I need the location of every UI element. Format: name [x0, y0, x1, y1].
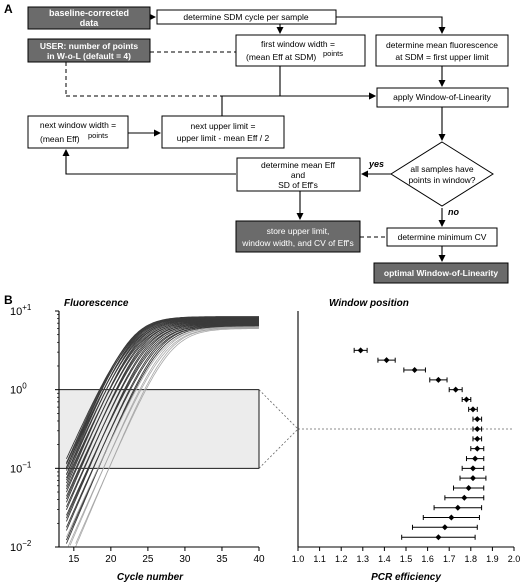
edge-label-yes: yes [369, 159, 385, 169]
left-chart-title: Fluorescence [64, 298, 129, 309]
efficiency-point [462, 465, 484, 471]
plots-panel-b [0, 290, 520, 584]
mean-diamond [470, 475, 476, 481]
efficiency-point [469, 406, 478, 412]
edge-sdm-meanfluor [336, 17, 442, 33]
mean-diamond [470, 465, 476, 471]
right-chart-title: Window position [329, 298, 409, 309]
node-next-window-line2: (mean Eff) [40, 134, 80, 144]
node-mean-fluor-line1: determine mean fluorescence [386, 40, 498, 50]
connector-lower [259, 429, 298, 468]
node-baseline-line1: baseline-corrected [48, 8, 130, 18]
node-next-upper-line1: next upper limit = [190, 121, 256, 131]
left-y-tick-label: $10^{+1}$ [10, 303, 32, 318]
efficiency-point [434, 505, 482, 511]
node-decision-line2: points in window? [408, 175, 476, 185]
efficiency-point [404, 367, 426, 373]
node-mean-fluor [376, 35, 508, 66]
right-x-tick-label: 1.8 [464, 554, 478, 564]
node-mean-eff-line3: SD of Eff's [278, 180, 318, 190]
efficiency-point [454, 485, 484, 491]
mean-diamond [358, 347, 364, 353]
mean-diamond [455, 505, 461, 511]
efficiency-point [471, 446, 484, 452]
mean-diamond [470, 406, 476, 412]
mean-diamond [472, 456, 478, 462]
edge-meaneff-nextwindow [66, 150, 236, 174]
node-first-window [236, 35, 365, 66]
mean-diamond [474, 426, 480, 432]
mean-diamond [466, 485, 472, 491]
mean-diamond [474, 436, 480, 442]
node-first-window-line2: (mean Eff at SDM) [246, 52, 317, 62]
right-x-tick-label: 1.7 [442, 554, 456, 564]
left-x-tick-label: 35 [216, 554, 228, 565]
right-x-tick-label: 2.0 [507, 554, 520, 564]
node-next-window [28, 116, 128, 148]
mean-diamond [412, 367, 418, 373]
node-baseline-line2: data [79, 18, 99, 28]
efficiency-point [462, 396, 471, 402]
node-user [28, 39, 150, 62]
efficiency-point [378, 357, 395, 363]
edge-label-no: no [448, 207, 459, 217]
node-user-line2: in W-o-L (default = 4) [47, 51, 131, 61]
panel-label-b: B [4, 293, 13, 307]
node-next-window-line1: next window width = [39, 120, 117, 130]
left-y-tick-label: $10^{-1}$ [10, 460, 32, 476]
node-next-upper [162, 116, 284, 148]
left-y-tick-label: $10^0$ [10, 381, 27, 397]
right-x-tick-label: 1.3 [356, 554, 370, 564]
efficiency-points [354, 347, 486, 540]
node-store [236, 221, 360, 252]
node-next-window-sup: points [88, 131, 109, 140]
panel-label-a: A [4, 2, 13, 16]
left-x-tick-label: 25 [142, 554, 154, 565]
right-x-tick-label: 1.2 [334, 554, 348, 564]
node-baseline [28, 7, 150, 29]
mean-diamond [384, 357, 390, 363]
efficiency-point [354, 347, 367, 353]
left-chart-xlabel: Cycle number [116, 572, 184, 583]
efficiency-point [412, 524, 477, 530]
efficiency-point [460, 475, 486, 481]
window-connector [259, 390, 298, 469]
node-decision [391, 142, 493, 206]
left-x-tick-label: 40 [253, 554, 265, 565]
mean-diamond [474, 416, 480, 422]
right-x-tick-label: 1.1 [313, 554, 326, 564]
node-sdm-cycle [157, 10, 336, 24]
node-apply-wol [377, 88, 508, 107]
node-mean-eff [237, 158, 360, 191]
node-user-line1: USER: number of points [39, 41, 139, 51]
node-sdm-cycle-text: determine SDM cycle per sample [183, 12, 309, 22]
left-x-tick-label: 15 [68, 554, 80, 565]
efficiency-point [423, 515, 479, 521]
node-optimal [374, 263, 508, 283]
node-mean-eff-line1: determine mean Eff [260, 160, 336, 170]
edge-firstwindow-apply [280, 66, 375, 96]
node-decision-line1: all samples have [410, 164, 474, 174]
node-mean-fluor-line2: at SDM = first upper limit [395, 52, 489, 62]
node-store-line2: window width, and CV of Eff's [242, 238, 354, 248]
node-mean-eff-line2: and [290, 170, 306, 180]
mean-diamond [448, 515, 454, 521]
efficiency-point [473, 416, 482, 422]
node-min-cv-text: determine minimum CV [397, 232, 487, 242]
mean-diamond [453, 387, 459, 393]
mean-diamond [461, 495, 467, 501]
node-next-upper-line2: upper limit - mean Eff / 2 [176, 133, 270, 143]
right-x-tick-label: 1.5 [399, 554, 413, 564]
flowchart-panel-a [0, 0, 520, 290]
efficiency-point [402, 534, 475, 540]
right-chart-x-ticks [292, 547, 520, 564]
mean-diamond [474, 446, 480, 452]
right-chart-xlabel: PCR efficiency [371, 572, 441, 583]
efficiency-point [473, 436, 482, 442]
left-x-tick-label: 20 [105, 554, 117, 565]
mean-diamond [442, 524, 448, 530]
node-optimal-text: optimal Window-of-Linearity [383, 268, 499, 278]
efficiency-point [473, 426, 482, 432]
left-chart-x-ticks [68, 547, 265, 565]
node-first-window-sup: points [323, 49, 344, 58]
right-x-tick-label: 1.0 [291, 554, 305, 564]
left-x-tick-label: 30 [179, 554, 191, 565]
right-x-tick-label: 1.6 [421, 554, 434, 564]
node-min-cv [387, 228, 497, 246]
mean-diamond [463, 396, 469, 402]
node-first-window-line1: first window width = [261, 39, 335, 49]
node-store-line1: store upper limit, [266, 226, 330, 236]
mean-diamond [435, 377, 441, 383]
efficiency-point [430, 377, 447, 383]
efficiency-point [449, 387, 462, 393]
efficiency-point [466, 456, 483, 462]
connector-upper [259, 390, 298, 429]
left-chart-y-ticks [10, 303, 59, 554]
edge-nextupper-apply [222, 96, 375, 116]
efficiency-point [445, 495, 484, 501]
right-x-tick-label: 1.9 [486, 554, 499, 564]
left-y-tick-label: $10^{-2}$ [10, 539, 32, 554]
mean-diamond [435, 534, 441, 540]
node-apply-wol-text: apply Window-of-Linearity [393, 92, 491, 102]
right-x-tick-label: 1.4 [378, 554, 391, 564]
